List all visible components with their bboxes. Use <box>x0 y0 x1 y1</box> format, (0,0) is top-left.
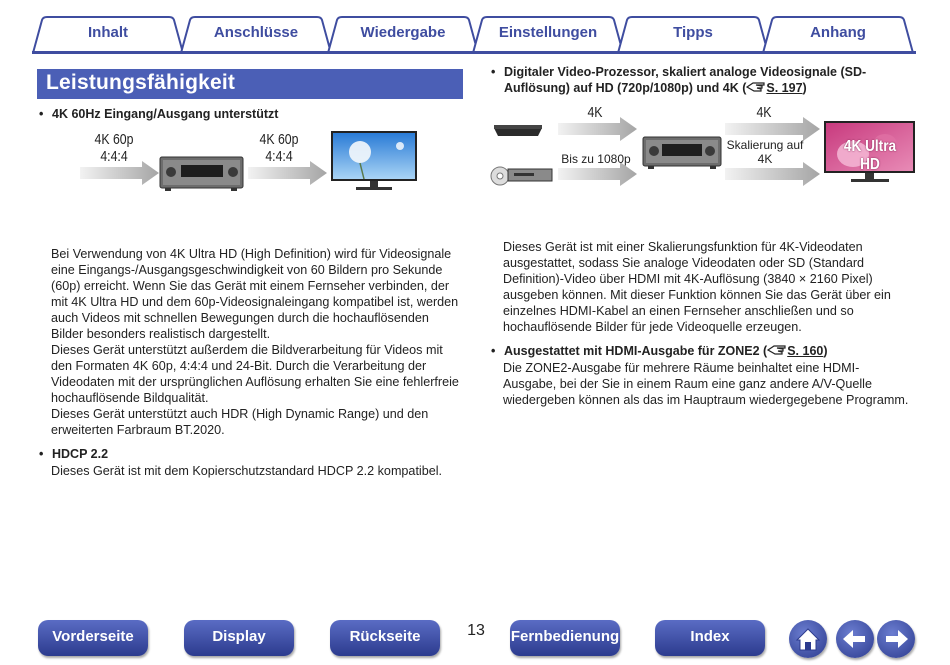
arrow-right-icon <box>877 620 915 658</box>
label-scaling-line2: 4K <box>757 152 773 166</box>
hand-pointer-icon <box>767 344 787 356</box>
input-format-line1: 4K 60p <box>94 131 134 148</box>
paragraph: Dieses Gerät unterstützt auch HDR (High Dynamic Range) und den erweiterten Farbraum BT.2020. <box>51 407 429 437</box>
tv-caption: 4K Ultra HD <box>843 138 897 173</box>
arrow-icon <box>80 161 160 185</box>
label-scaling-line1: Skalierung auf <box>726 138 804 152</box>
nav-remote-button[interactable]: Fernbedienung <box>510 620 620 656</box>
bullet-4k60hz: • 4K 60Hz Eingang/Ausgang unterstützt <box>52 106 278 122</box>
paragraph: Bei Verwendung von 4K Ultra HD (High Definition) wird für Videosignale eine Eingangs-/Ausgangsgeschwindigkeit von 60 Bildern pro Sekunde (60p) erreicht. Wenn Sie das Gerät mit einem Fernseher verbinden, der mit 4K Ultra HD und dem 60p-Videosignaleingang kompatibel ist, werden auch Videos mit schnellen Bewegungen durch die hochauflösenden Bilder besonders realistisch dargestellt. <box>51 247 459 341</box>
heading-text: Auflösung) auf HD (720p/1080p) und 4K ( <box>504 81 747 95</box>
av-receiver-icon <box>642 136 722 170</box>
paragraph: Dieses Gerät ist mit einer Skalierungsfunktion für 4K-Videodaten ausgestattet, sodass Sie analoge Videodaten oder SD (Standard Definition)-Video über HDMI mit 4K-Auflösung (3840 × 2160 Pixel) ausgeben können. Mit dieser Funktion können Sie das Gerät über ein einzelnes HDMI-Kabel an einen Fernseher anschließen und so hochauflösende Bilder für jede Videoquelle erzeugen. <box>503 240 891 334</box>
label-bis-1080p: Bis zu 1080p <box>561 152 631 166</box>
tab-anhang[interactable] <box>762 16 914 54</box>
page-title: Leistungsfähigkeit <box>37 69 463 99</box>
home-button[interactable] <box>789 620 827 658</box>
arrow-icon <box>558 117 638 141</box>
tab-einstellungen[interactable] <box>472 16 624 54</box>
page-number: 13 <box>467 622 485 639</box>
previous-page-button[interactable] <box>836 620 874 658</box>
tab-inhalt[interactable] <box>32 16 184 54</box>
nav-back-button[interactable]: Rückseite <box>330 620 440 656</box>
paragraph: Die ZONE2-Ausgabe für mehrere Räume beinhaltet eine HDMI-Ausgabe, bei der Sie in einem Raum eine ganz andere A/V-Quelle wiedergeben können als das im Hauptraum wiedergegebene Programm. <box>503 361 909 407</box>
heading-end: ) <box>802 81 807 95</box>
output-format-label <box>254 131 303 165</box>
dvd-player-icon <box>490 162 554 188</box>
next-page-button[interactable] <box>877 620 915 658</box>
label-4k-in: 4K <box>587 104 603 121</box>
bullet-video-processor <box>504 64 904 96</box>
heading-line2 <box>504 80 904 96</box>
av-receiver-icon <box>159 156 244 192</box>
tab-tipps[interactable] <box>617 16 769 54</box>
page-ref-link[interactable]: S. 160 <box>787 344 824 358</box>
left-paragraphs <box>51 246 463 438</box>
tab-anschluesse[interactable] <box>180 16 332 54</box>
home-icon <box>789 620 827 658</box>
tab-label: Inhalt <box>88 24 128 41</box>
bullet-hdcp: • HDCP 2.2 <box>52 446 108 462</box>
nav-display-button[interactable]: Display <box>184 620 294 656</box>
label-scaling <box>722 138 808 166</box>
tv-dandelion-icon <box>330 130 418 192</box>
tab-label: Anhang <box>810 24 866 41</box>
input-format-line2: 4:4:4 <box>100 148 128 165</box>
paragraph: Dieses Gerät unterstützt außerdem die Bildverarbeitung für Videos mit den Formaten 4K 60p, 4:4:4 und 24-Bit. Durch die Verarbeitung der Videodaten mit der ursprünglichen Auflösung erhalten Sie eine fehlerfreie hochauflösende Bildqualität. <box>51 343 459 405</box>
label-4k-out: 4K <box>756 104 772 121</box>
heading-text: Ausgestattet mit HDMI-Ausgabe für ZONE2 ( <box>504 344 768 358</box>
input-format-label <box>89 131 138 165</box>
tab-label: Einstellungen <box>498 24 598 41</box>
bullet-zone2 <box>504 343 904 359</box>
page-ref-link[interactable]: S. 197 <box>766 81 803 95</box>
tab-underline <box>32 51 916 54</box>
output-format-line2: 4:4:4 <box>265 148 293 165</box>
tab-label: Anschlüsse <box>213 24 299 41</box>
heading-line1: • Digitaler Video-Prozessor, skaliert analoge Videosignale (SD- <box>504 65 867 79</box>
arrow-left-icon <box>836 620 874 658</box>
top-tab-bar <box>32 16 916 54</box>
nav-front-button[interactable]: Vorderseite <box>38 620 148 656</box>
output-format-line1: 4K 60p <box>259 131 299 148</box>
heading-end: ) <box>823 344 828 358</box>
arrow-icon <box>248 161 328 185</box>
hand-pointer-icon <box>746 81 766 93</box>
nav-index-button[interactable]: Index <box>655 620 765 656</box>
tab-wiedergabe[interactable] <box>327 16 479 54</box>
bluray-player-icon <box>492 124 544 138</box>
paragraph: Dieses Gerät ist mit dem Kopierschutzstandard HDCP 2.2 kompatibel. <box>51 464 443 478</box>
tab-label: Tipps <box>673 24 713 41</box>
tab-label: Wiedergabe <box>360 24 446 41</box>
